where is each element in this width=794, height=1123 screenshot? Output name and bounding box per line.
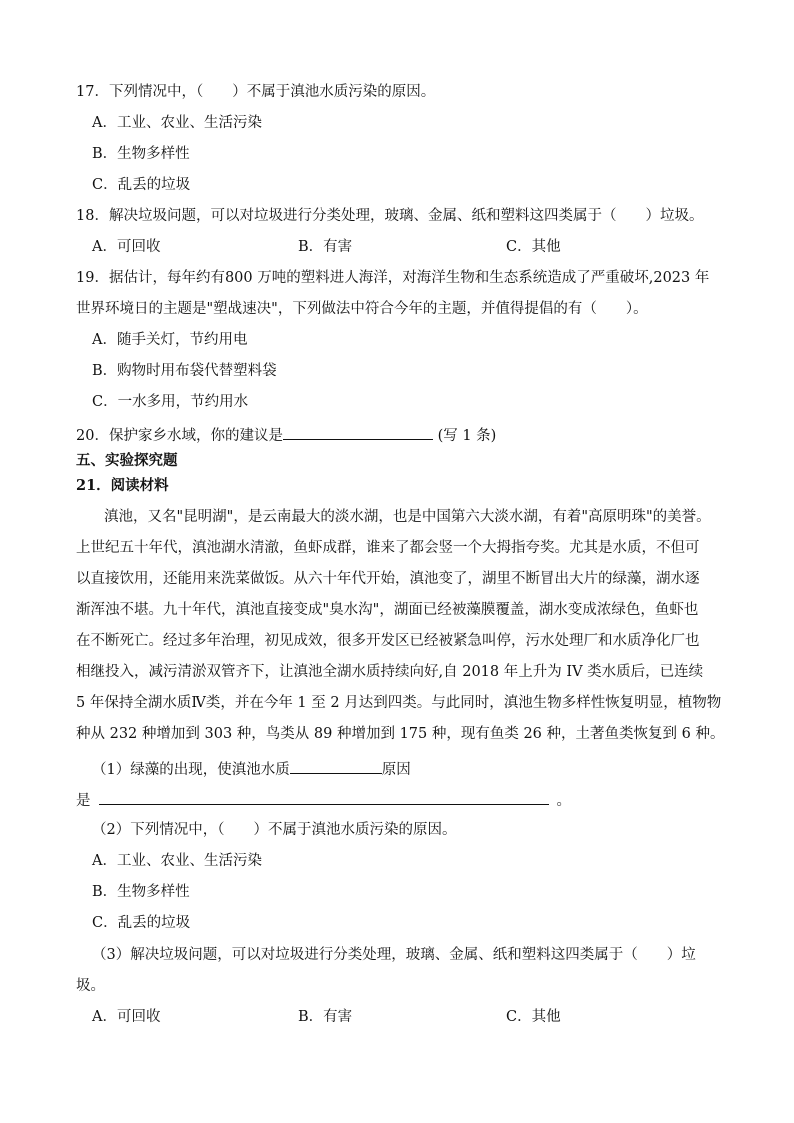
q19-stem-line2: 世界环境日的主题是"塑战速决"，下列做法中符合今年的主题，并值得提倡的有（ ）。 bbox=[76, 301, 648, 317]
sub2-option-b: B．生物多样性 bbox=[92, 884, 190, 900]
sub3-line2: 圾。 bbox=[76, 978, 105, 994]
q17-option-c: C．乱丢的垃圾 bbox=[92, 177, 191, 193]
q20-line bbox=[76, 424, 496, 446]
passage-line-8: 种从 232 种增加到 303 种，鸟类从 89 种增加到 175 种，现有鱼类 26 种，土著鱼类恢复到 6 种。 bbox=[76, 726, 725, 742]
passage-line-7: 5 年保持全湖水质Ⅳ类，并在今年 1 至 2 月达到四类。与此同时，滇池生物多样性恢复明显，植物物 bbox=[76, 695, 722, 711]
sub1-text-c: 是 bbox=[76, 793, 91, 809]
passage-line-1: 滇池，又名"昆明湖"，是云南最大的淡水湖，也是中国第六大淡水湖，有着"高原明珠"的美誉。 bbox=[104, 509, 711, 525]
sub2-stem: （2）下列情况中，（ ）不属于滇池水质污染的原因。 bbox=[92, 822, 457, 838]
sub1-line1 bbox=[92, 758, 411, 780]
sub2-option-c: C．乱丢的垃圾 bbox=[92, 915, 191, 931]
sub1-line2 bbox=[76, 789, 571, 811]
passage-line-2: 上世纪五十年代，滇池湖水清澈，鱼虾成群，谁来了都会竖一个大拇指夸奖。尤其是水质，不但可 bbox=[76, 540, 700, 556]
passage-line-4: 渐浑浊不堪。九十年代，滇池直接变成"臭水沟"，湖面已经被藻膜覆盖，湖水变成浓绿色，鱼虾也 bbox=[76, 602, 699, 618]
sub3-option-c: C．其他 bbox=[506, 1009, 561, 1025]
passage-line-5: 在不断死亡。经过多年治理，初见成效，很多开发区已经被紧急叫停，污水处理厂和水质净化厂也 bbox=[76, 633, 700, 649]
sub3-option-b: B．有害 bbox=[298, 1009, 353, 1025]
q20-suffix: (写 1 条) bbox=[437, 428, 497, 444]
q20-stem: 20．保护家乡水域，你的建议是 bbox=[76, 428, 283, 444]
q19-option-b: B．购物时用布袋代替塑料袋 bbox=[92, 363, 277, 379]
q19-option-a: A．随手关灯，节约用电 bbox=[92, 332, 248, 348]
sub3-line1: （3）解决垃圾问题，可以对垃圾进行分类处理，玻璃、金属、纸和塑料这四类属于（ ）垃 bbox=[92, 947, 696, 963]
sub3-option-a: A．可回收 bbox=[92, 1009, 161, 1025]
sub1-text-b: 原因 bbox=[381, 762, 411, 778]
sub1-blank-1[interactable] bbox=[290, 758, 382, 774]
q17-stem: 17．下列情况中，（ ）不属于滇池水质污染的原因。 bbox=[76, 84, 436, 100]
q18-option-a: A．可回收 bbox=[92, 239, 161, 255]
q18-stem: 18．解决垃圾问题，可以对垃圾进行分类处理，玻璃、金属、纸和塑料这四类属于（ ）垃圾。 bbox=[76, 208, 704, 224]
q17-option-b: B．生物多样性 bbox=[92, 146, 190, 162]
q17-option-a: A．工业、农业、生活污染 bbox=[92, 115, 262, 131]
sub2-option-a: A．工业、农业、生活污染 bbox=[92, 853, 262, 869]
q19-option-c: C．一水多用，节约用水 bbox=[92, 394, 249, 410]
passage-line-3: 以直接饮用，还能用来洗菜做饭。从六十年代开始，滇池变了，湖里不断冒出大片的绿藻，湖水逐 bbox=[76, 571, 700, 587]
sub1-text-a: （1）绿藻的出现，使滇池水质 bbox=[92, 762, 290, 778]
section-title: 五、实验探究题 bbox=[76, 452, 178, 469]
q20-answer-blank[interactable] bbox=[283, 424, 433, 440]
q21-title: 21．阅读材料 bbox=[76, 477, 169, 494]
passage-line-6: 相继投入，减污清淤双管齐下，让滇池全湖水质持续向好,自 2018 年上升为 IV 类水质后，已连续 bbox=[76, 664, 704, 680]
q18-option-c: C．其他 bbox=[506, 239, 561, 255]
q19-stem-line1: 19．据估计，每年约有800 万吨的塑料进人海洋，对海洋生物和生态系统造成了严重破坏,2023 年 bbox=[76, 270, 710, 286]
sub1-end: 。 bbox=[556, 793, 571, 809]
q18-option-b: B．有害 bbox=[298, 239, 353, 255]
sub1-blank-2[interactable] bbox=[99, 789, 549, 805]
